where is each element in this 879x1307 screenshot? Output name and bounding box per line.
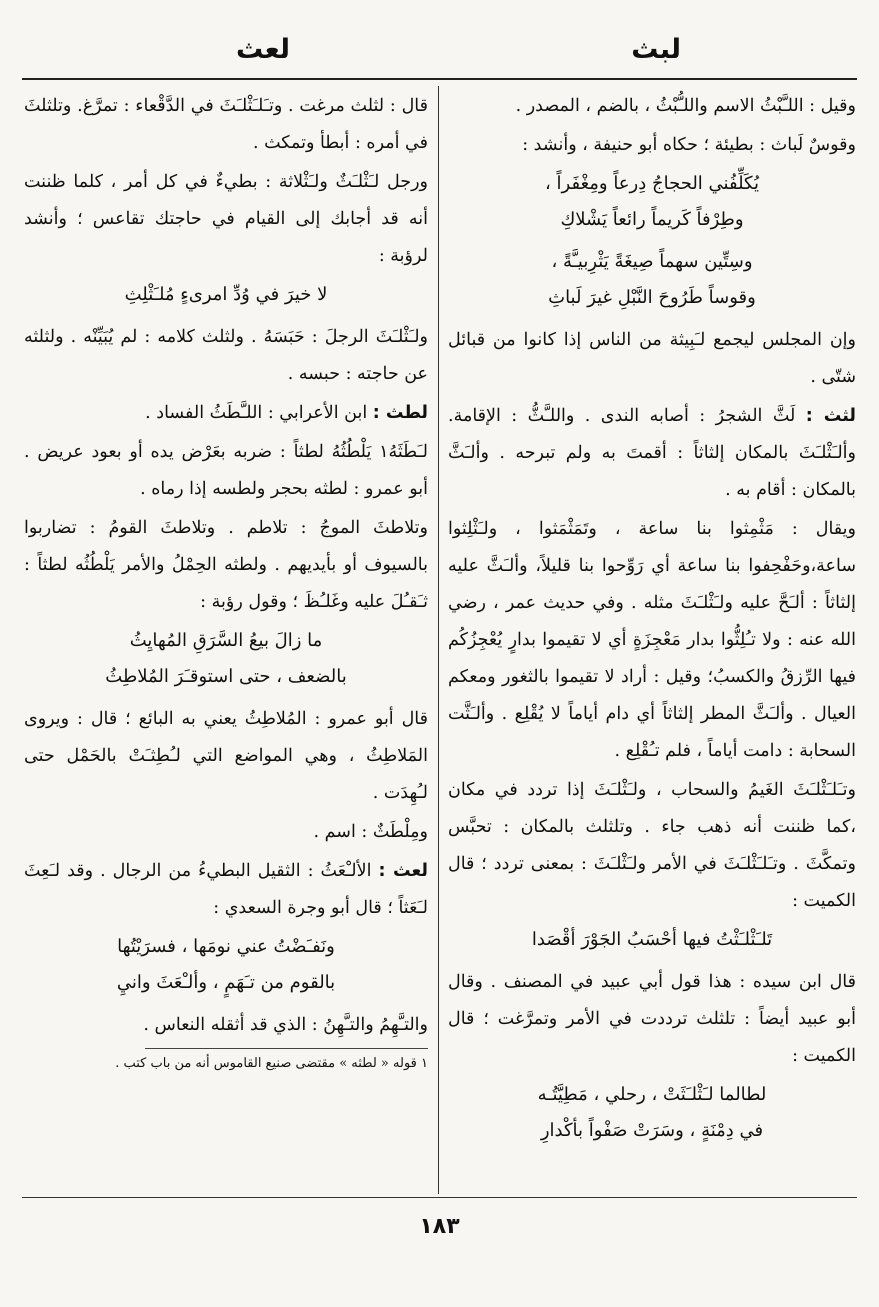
paragraph — [448, 964, 856, 1075]
header-rule — [22, 78, 857, 80]
verse-line: ما زالَ بيعُ السَّرَقِ المُهايِثُ — [129, 630, 323, 651]
entry-text: ولـَثْلـَثَ الرجلَ : حَبَسَهُ . ولثلث كلامه : لم يُبَيِّنْه . ولثلثه عن حاجته : حبسه . — [24, 327, 428, 384]
paragraph — [24, 434, 428, 508]
entry-text: قال ابن سيده : هذا قول أبي عبيد في المصنف . وقال أبو عبيد أيضاً : تلثلث ترددت في الأمر وتمرَّغت ؛ قال الكميت : — [448, 972, 856, 1066]
footer-rule — [22, 1197, 857, 1198]
paragraph — [24, 319, 428, 393]
entry-text: ابن الأعرابي : اللـَّطَثُ الفساد . — [145, 403, 368, 423]
entry-text: وتلاطثَ الموجُ : تلاطم . وتلاطثَ القومُ : تضاربوا بالسيوف أو بأيديهم . ولطثه الحِمْلُ والأمر يَلْطُثُه لطثاً : ثـَقـُلَ عليه وغَلـُظَ ؛ وقول رؤبة : — [24, 518, 428, 612]
paragraph — [24, 88, 428, 162]
header-left-word: لعث — [236, 34, 290, 65]
verse-line: تَلـَثْلـَثْتُ فيها أحْسَبُ الجَوْرَ أقْصَدا — [531, 929, 773, 950]
verse-line: بالضعف ، حتى استوقـَرَ المُلاطِثُ — [105, 666, 347, 687]
verse-line: لطالما لـَثْلـَثَتْ ، رحلي ، مَطِيَّتُـه — [537, 1084, 767, 1105]
verse-line: وسِتِّين سهماً صِيغَةً يَثْرِبيـَّةً ، — [551, 251, 753, 272]
entry-headword: لطث : — [372, 403, 428, 423]
paragraph — [24, 814, 428, 851]
entry-text: لـَطَثَهُ١ يَلْطُثُهُ لطثاً : ضربه بعَرْض يده أو بعود عريض . أبو عمرو : لطثه بحجر ولطسه إذا رماه . — [24, 442, 428, 499]
verse-line: وقوساً طَرُوحَ النَّبْلِ غيرَ لَباثِ — [548, 287, 756, 308]
paragraph — [448, 322, 856, 396]
paragraph — [448, 88, 856, 125]
dictionary-entry — [24, 395, 428, 432]
verse — [24, 623, 428, 695]
dictionary-entry — [24, 853, 428, 927]
verse-line: لا خيرَ في وُدِّ امرىءٍ مُلـَثْلِثِ — [124, 284, 328, 305]
entry-text: قال أبو عمرو : المُلاطِثُ يعني به البائع ؛ قال : ويروى المَلاطِثُ ، وهي المواضع التي لـُطِثـَتْ بالحَمْل حتى لـُهِدَت . — [24, 709, 428, 803]
verse-line: وطِرْفاً كَريماً رائعاً يَشْلاكِ — [560, 209, 744, 230]
right-column — [448, 88, 856, 1188]
verse-line: في دِمْنَةٍ ، وسَرَتْ صَفْواً بأكْدارِ — [540, 1120, 764, 1141]
entry-text: وإن المجلس ليجمع لـَبِيثة من الناس إذا كانوا من قبائل شتّى . — [448, 330, 856, 387]
verse — [24, 929, 428, 1001]
verse — [448, 166, 856, 238]
left-column — [24, 88, 428, 1188]
footnote: ١ قوله « لطثه » مقتضى صنيع القاموس أنه من باب كتب . — [115, 1056, 428, 1071]
entry-text: قال : لثلث مرغت . وتـَلـَثْلـَثَ في الدَّقْعاء : تمرَّغ. وتلثلثَ في أمره : أبطأ وتمكث . — [24, 96, 428, 153]
verse-line: بالقوم من تـَهَمٍ ، وألـْعَثَ وانيِ — [116, 972, 336, 993]
footnote-rule — [145, 1048, 428, 1049]
paragraph — [448, 772, 856, 920]
verse-line: يُكَلِّفُني الحجاجُ دِرعاً ومِغْفَراً ، — [545, 173, 759, 194]
entry-headword: لعث : — [378, 861, 428, 881]
paragraph — [24, 701, 428, 812]
verse — [448, 244, 856, 316]
paragraph — [24, 1007, 428, 1044]
verse — [448, 1077, 856, 1149]
entry-text: وتـَلـَثْلـَثَ الغَيمُ والسحاب ، ولـَثْلـَثَ إذا تردد في مكان ،كما ظننت أنه ذهب جاء . وتلثلث بالمكان : تحبَّس وتمكَّثَ . وتـَلـَثْلـَثَ في الأمر ولـَثْلـَثَ : بمعنى تردد ؛ قال الكميت : — [448, 780, 856, 911]
entry-headword: لثث : — [805, 406, 856, 426]
entry-text: ويقال : مَثْمِثوا بنا ساعة ، وتَمَثْمَثوا ، ولـَثْلِثوا ساعة،وحَفْحِفوا بنا ساعة أي رَوِّحوا بنا قليلاً، وألـَثَّ عليه إلثاثاً : ألـَحَّ عليه ولـَثْلـَثَ مثله . وفي حديث عمر ، رضي الله عنه : ولا تـُلِثُّوا بدار مَعْجِزَةٍ أي لا تقيموا بدارٍ يُعْجِزُكُم فيها الرِّزقُ والكسبُ؛ وقيل : أراد لا تقيموا بالثغور ومعكم العيال . وألـَثَّ المطر إلثاثاً أي دام أياماً لا يُقْلِع . وألـَثَّت السحابة : دامت أياماً ، فلم تـُقْلِع . — [448, 519, 856, 761]
paragraph — [448, 127, 856, 164]
verse-line: ونَفـَضْتُ عني نومَها ، فسرَيْتُها — [117, 936, 335, 957]
entry-text: الألـْعَثُ : الثقيل البطيءُ من الرجال . وقد لـَعِثَ لـَعَثاً ؛ قال أبو وجرة السعدي : — [24, 861, 428, 918]
entry-text: ومِلْطَثٌ : اسم . — [313, 822, 428, 842]
verse — [24, 277, 428, 313]
entry-text: لَثَّ الشجرُ : أصابه الندى . واللـَّثُّ : الإقامة. وألـَثْلـَثَ بالمكان إلثاثاً : أقمتَ به ولم تبرحه . وألـَثَّ بالمكان : أقام به . — [448, 406, 856, 500]
verse — [448, 922, 856, 958]
entry-text: وقوسٌ لَباث : بطيئة ؛ حكاه أبو حنيفة ، وأنشد : — [522, 135, 856, 155]
entry-text: ورجل لـَثْلـَثٌ ولـَثْلاثة : بطيءٌ في كل أمر ، كلما ظننت أنه قد أجابك إلى القيام في حاجتك تقاعس ؛ وأنشد لرؤبة : — [24, 172, 428, 266]
page-number: ١٨٣ — [419, 1214, 460, 1239]
entry-text: وقيل : اللـَّبْثُ الاسم واللـُّبْثُ ، بالضم ، المصدر . — [515, 96, 856, 116]
paragraph — [24, 510, 428, 621]
paragraph — [24, 164, 428, 275]
header-right-word: لبث — [631, 34, 681, 65]
dictionary-entry — [448, 398, 856, 509]
paragraph — [448, 511, 856, 770]
entry-text: والتـَّهِمُ والتـَّهِنُ : الذي قد أثقله النعاس . — [143, 1015, 428, 1035]
column-divider — [438, 86, 439, 1194]
